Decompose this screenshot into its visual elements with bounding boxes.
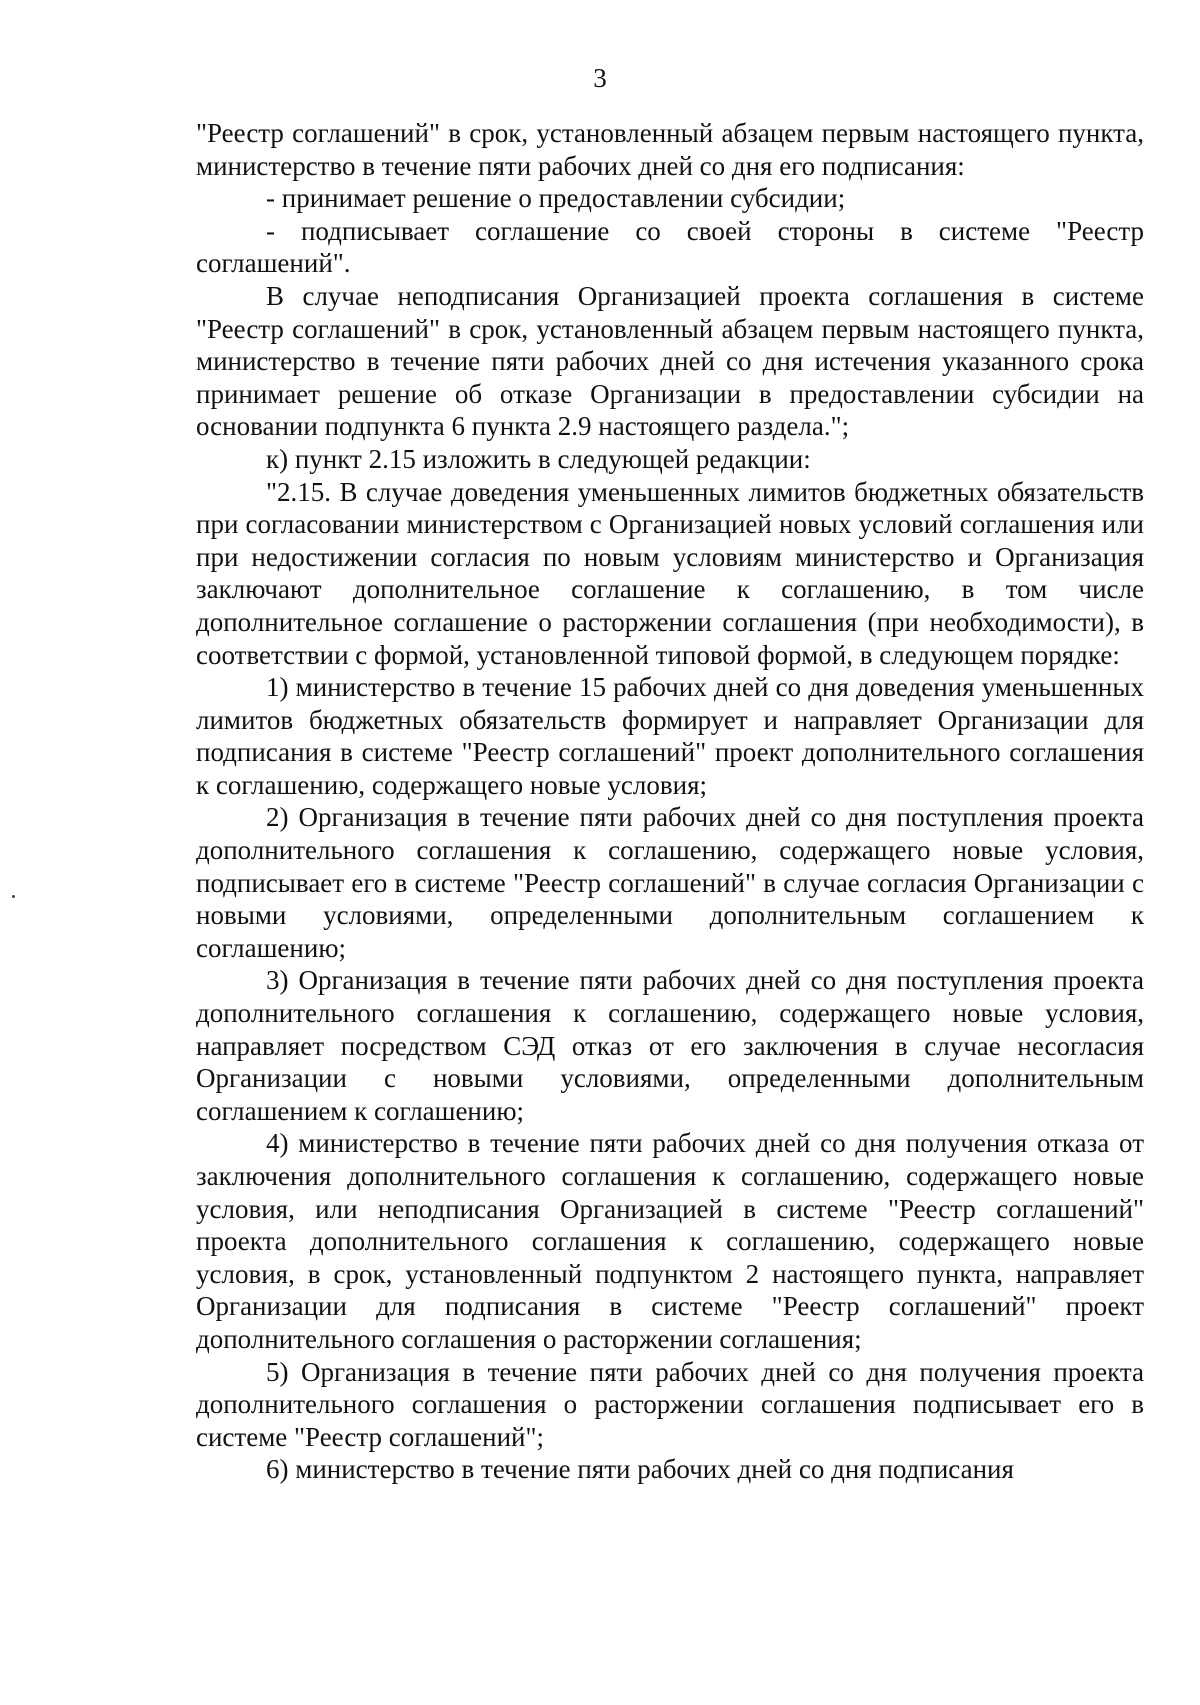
paragraph: "2.15. В случае доведения уменьшенных лимитов бюджетных обязательств при согласовании министерством с Организацией новых условий соглашения или при недостижении согласия по новым условиям министерство и Организация заключают дополнительное соглашение к соглашению, в том числе дополнительное соглашение о расторжении соглашения (при необходимости), в соответствии с формой, установленной типовой формой, в следующем порядке:: [196, 476, 1144, 670]
paragraph: "Реестр соглашений" в срок, установленный абзацем первым настоящего пункта, министерство в течение пяти рабочих дней со дня его подписания:: [196, 118, 1144, 181]
paragraph: к) пункт 2.15 изложить в следующей редакции:: [266, 443, 811, 474]
paragraph: 4) министерство в течение пяти рабочих дней со дня получения отказа от заключения дополнительного соглашения к соглашению, содержащего новые условия, или неподписания Организацией в системе "Реестр соглашений" проекта дополнительного соглашения к соглашению, содержащего новые условия, в срок, установленный подпунктом 2 настоящего пункта, направляет Организации для подписания в системе "Реестр соглашений" проект дополнительного соглашения о расторжении соглашения;: [196, 1128, 1144, 1354]
page-number: 3: [593, 63, 607, 93]
paragraph: 6) министерство в течение пяти рабочих дней со дня подписания: [266, 1454, 1014, 1485]
paragraph: 2) Организация в течение пяти рабочих дней со дня поступления проекта дополнительного соглашения к соглашению, содержащего новые условия, подписывает его в системе "Реестр соглашений" в случае согласия Организации с новыми условиями, определенными дополнительным соглашением к соглашению;: [196, 802, 1144, 963]
margin-mark: [12, 895, 15, 898]
paragraph: 1) министерство в течение 15 рабочих дней со дня доведения уменьшенных лимитов бюджетных обязательств формирует и направляет Организации для подписания в системе "Реестр соглашений" проект дополнительного соглашения к соглашению, содержащего новые условия;: [196, 672, 1144, 800]
paragraph: 5) Организация в течение пяти рабочих дней со дня получения проекта дополнительного соглашения о расторжении соглашения подписывает его в системе "Реестр соглашений";: [196, 1356, 1144, 1452]
paragraph: 3) Организация в течение пяти рабочих дней со дня поступления проекта дополнительного соглашения к соглашению, содержащего новые условия, направляет посредством СЭД отказ от его заключения в случае несогласия Организации с новыми условиями, определенными дополнительным соглашением к соглашению;: [196, 965, 1144, 1126]
paragraph: - принимает решение о предоставлении субсидии;: [266, 183, 846, 214]
paragraph: В случае неподписания Организацией проекта соглашения в системе "Реестр соглашений" в срок, установленный абзацем первым настоящего пункта, министерство в течение пяти рабочих дней со дня истечения указанного срока принимает решение об отказе Организации в предоставлении субсидии на основании подпункта 6 пункта 2.9 настоящего раздела.";: [196, 280, 1144, 442]
document-body: [196, 117, 1144, 1486]
paragraph: - подписывает соглашение со своей стороны в системе "Реестр соглашений".: [196, 215, 1144, 279]
